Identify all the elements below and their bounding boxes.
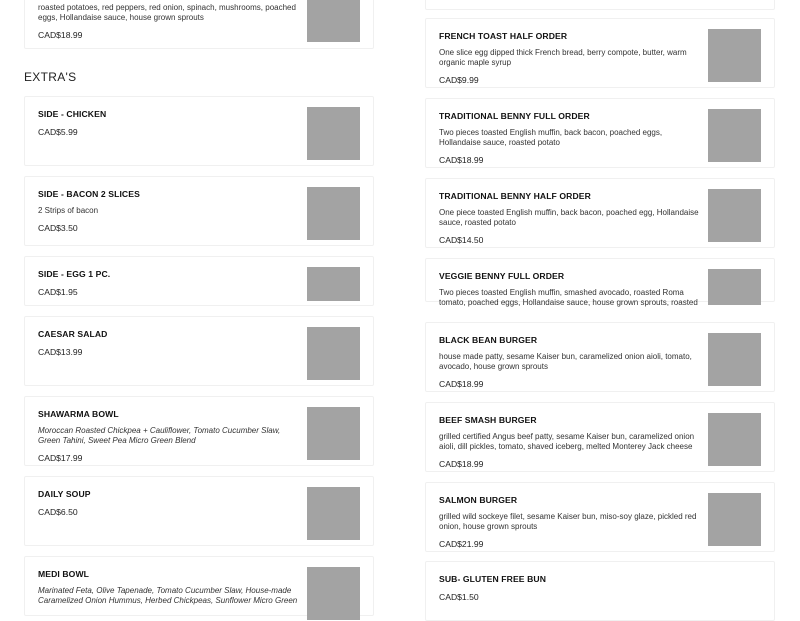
item-image [708,29,761,82]
item-name: DAILY SOUP [38,489,91,499]
menu-item-card[interactable] [425,482,775,552]
item-description: One slice egg dipped thick French bread, berry compote, butter, warm organic maple syrup [439,48,687,67]
menu-item-card[interactable] [425,98,775,168]
item-price: CAD$21.99 [439,539,484,549]
item-price: CAD$13.99 [38,347,83,357]
item-price: CAD$5.99 [38,127,78,137]
item-name: CAESAR SALAD [38,329,108,339]
item-price: CAD$17.99 [38,453,83,463]
item-price: CAD$6.50 [38,507,78,517]
item-description: grilled certified Angus beef patty, sesame Kaiser bun, caramelized onion aioli, dill pickles, tomato, shaved iceberg, melted Monterey Jack cheese [439,432,695,451]
item-image [708,269,761,305]
menu-item-card[interactable] [425,402,775,472]
item-name: BLACK BEAN BURGER [439,335,538,345]
item-image [708,333,761,386]
menu-item-card[interactable] [425,258,775,307]
item-image [307,407,360,460]
item-image [307,327,360,380]
item-description: Two pieces toasted English muffin, smashed avocado, roasted Roma tomato, poached eggs, Hollandaise sauce, house grown sprouts, roasted [439,288,698,307]
item-description: Two pieces toasted English muffin, back bacon, poached eggs, Hollandaise sauce, roasted potato [439,128,663,147]
item-price: CAD$1.95 [38,287,78,297]
item-name: SIDE - BACON 2 SLICES [38,189,140,199]
menu-item-card[interactable] [24,476,374,546]
menu-item-card[interactable] [24,256,374,306]
menu-item-card[interactable] [24,396,374,466]
item-description: Marinated Feta, Olive Tapenade, Tomato Cucumber Slaw, House-made Caramelized Onion Hummus, Herbed Chickpeas, Sunflower Micro Green [38,586,298,605]
item-image [307,487,360,540]
item-price: CAD$18.99 [439,379,484,389]
item-price: CAD$14.50 [439,235,484,245]
item-price: CAD$18.99 [439,459,484,469]
menu-item-card[interactable] [425,178,775,248]
item-name: TRADITIONAL BENNY FULL ORDER [439,111,590,121]
item-image [307,107,360,160]
item-price: CAD$18.99 [439,155,484,165]
item-price: CAD$1.50 [439,592,479,602]
item-name: SUB- GLUTEN FREE BUN [439,574,547,584]
item-price: CAD$9.99 [439,75,479,85]
menu-item-card[interactable] [425,561,775,621]
menu-item-card[interactable] [425,322,775,392]
item-image [708,493,761,546]
item-image [307,267,360,301]
item-name: FRENCH TOAST HALF ORDER [439,31,568,41]
item-name: SALMON BURGER [439,495,518,505]
item-name: SHAWARMA BOWL [38,409,119,419]
menu-item-card[interactable] [425,18,775,88]
item-description: roasted potatoes, red peppers, red onion, spinach, mushrooms, poached eggs, Hollandaise sauce, house grown sprouts [38,3,296,22]
menu-item-card[interactable] [425,0,775,10]
item-image [307,0,360,42]
section-heading-extras: EXTRA'S [24,70,77,84]
menu-item-card[interactable] [24,96,374,166]
menu-item-card[interactable] [24,556,374,616]
item-price: CAD$18.99 [38,30,83,40]
item-name: MEDI BOWL [38,569,90,579]
item-image [307,187,360,240]
item-name: TRADITIONAL BENNY HALF ORDER [439,191,591,201]
item-description: Moroccan Roasted Chickpea + Cauliflower, Tomato Cucumber Slaw, Green Tahini, Sweet Pea Micro Green Blend [38,426,281,445]
menu-item-card[interactable] [24,176,374,246]
item-image [708,189,761,242]
item-name: SIDE - EGG 1 PC. [38,269,111,279]
item-image [708,109,761,162]
menu-item-card[interactable] [24,316,374,386]
menu-item-card[interactable] [24,0,374,49]
item-description: house made patty, sesame Kaiser bun, caramelized onion aioli, tomato, avocado, house grown sprouts [439,352,692,371]
item-name: SIDE - CHICKEN [38,109,107,119]
item-image [708,413,761,466]
item-description: One piece toasted English muffin, back bacon, poached egg, Hollandaise sauce, roasted potato [439,208,699,227]
item-description: 2 Strips of bacon [38,206,99,215]
item-name: BEEF SMASH BURGER [439,415,537,425]
item-name: VEGGIE BENNY FULL ORDER [439,271,565,281]
item-description: grilled wild sockeye filet, sesame Kaiser bun, miso-soy glaze, pickled red onion, house grown sprouts [439,512,697,531]
item-price: CAD$3.50 [38,223,78,233]
item-image [307,567,360,620]
